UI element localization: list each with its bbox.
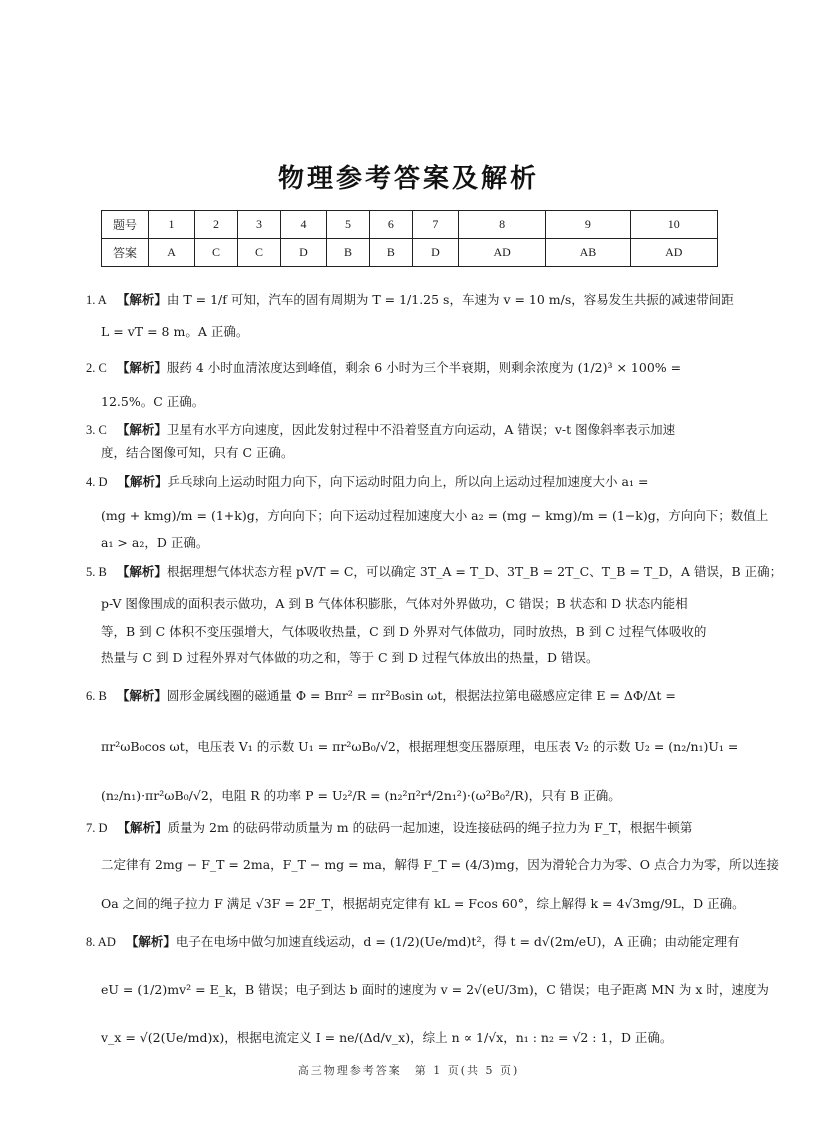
explanation-line: 热量与 C 到 D 过程外界对气体做的功之和，等于 C 到 D 过程气体放出的热量，D 错误。 bbox=[101, 650, 599, 665]
question-answer-id: 5. B bbox=[86, 565, 107, 579]
analysis-tag: 【解析】 bbox=[116, 564, 167, 579]
answer-cell: AD bbox=[458, 239, 545, 267]
explanation-line: 等，B 到 C 体积不变压强增大，气体吸收热量，C 到 D 外界对气体做功，同时放热，B 到 C 过程气体吸收的 bbox=[101, 624, 707, 639]
number-cell: 3 bbox=[238, 211, 281, 239]
explanation-text: 电子在电场中做匀加速直线运动，d = (1/2)(Ue/md)t²，得 t = d√(2m/eU)，A 正确；由动能定理有 bbox=[175, 934, 740, 949]
number-cell: 1 bbox=[149, 211, 195, 239]
answer-header-cell: 答案 bbox=[102, 239, 149, 267]
explanation-line bbox=[86, 932, 740, 950]
explanation-text: 服药 4 小时血清浓度达到峰值，剩余 6 小时为三个半衰期，则剩余浓度为 (1/2)³ × 100% = bbox=[166, 360, 682, 375]
explanation-line: 度，结合图像可知，只有 C 正确。 bbox=[101, 445, 294, 460]
explanation-line: (n₂/n₁)·πr²ωB₀/√2，电阻 R 的功率 P = U₂²/R = (n₂²π²r⁴/2n₁²)·(ω²B₀²/R)，只有 B 正确。 bbox=[101, 788, 621, 803]
page-title: 物理参考答案及解析 bbox=[277, 164, 539, 194]
question-answer-id: 6. B bbox=[86, 689, 107, 703]
number-cell: 4 bbox=[280, 211, 326, 239]
explanation-line: (mg + kmg)/m = (1+k)g，方向向下；向下运动过程加速度大小 a₂ = (mg − kmg)/m = (1−k)g，方向向下；数值上 bbox=[101, 508, 769, 523]
answer-cell: B bbox=[369, 239, 412, 267]
explanation-text: 圆形金属线圈的磁通量 Φ = Bπr² = πr²B₀sin ωt，根据法拉第电磁感应定律 E = ΔΦ/Δt = bbox=[166, 688, 676, 703]
number-cell: 10 bbox=[630, 211, 718, 239]
question-answer-id: 8. AD bbox=[86, 935, 116, 949]
question-answer-id: 3. C bbox=[86, 423, 107, 437]
answer-table bbox=[101, 210, 718, 267]
explanation-text: 卫星有水平方向速度，因此发射过程中不沿着竖直方向运动，A 错误；v-t 图像斜率表示加速 bbox=[166, 422, 676, 437]
explanation-line bbox=[86, 686, 726, 704]
number-cell: 5 bbox=[327, 211, 370, 239]
explanation-line bbox=[86, 358, 726, 376]
explanation-text: 由 T = 1/f 可知，汽车的固有周期为 T = 1/1.25 s，车速为 v = 10 m/s，容易发生共振的减速带间距 bbox=[166, 292, 734, 307]
explanation-line: v_x = √(2(Ue/md)x)，根据电流定义 I = ne/(Δd/v_x)，综上 n ∝ 1/√x，n₁ : n₂ = √2 : 1，D 正确。 bbox=[101, 1030, 673, 1045]
answer-cell: AD bbox=[630, 239, 718, 267]
explanation-line bbox=[86, 290, 734, 308]
analysis-tag: 【解析】 bbox=[116, 688, 167, 703]
question-answer-id: 1. A bbox=[86, 293, 107, 307]
number-cell: 6 bbox=[369, 211, 412, 239]
explanation-text: 质量为 2m 的砝码带动质量为 m 的砝码一起加速，设连接砝码的绳子拉力为 F_T，根据牛顿第 bbox=[167, 820, 693, 835]
explanation-line: a₁ > a₂，D 正确。 bbox=[101, 535, 209, 550]
explanation-line: p-V 图像围成的面积表示做功，A 到 B 气体体积膨胀，气体对外界做功，C 错误；B 状态和 D 状态内能相 bbox=[101, 596, 688, 611]
explanation-line bbox=[86, 472, 726, 490]
explanation-line: Oa 之间的绳子拉力 F 满足 √3F = 2F_T，根据胡克定律有 kL = Fcos 60°，综上解得 k = 4√3mg/9L，D 正确。 bbox=[101, 896, 745, 911]
answer-cell: C bbox=[195, 239, 238, 267]
question-answer-id: 7. D bbox=[86, 821, 108, 835]
analysis-tag: 【解析】 bbox=[117, 820, 168, 835]
explanation-line: 二定律有 2mg − F_T = 2ma，F_T − mg = ma，解得 F_T = (4/3)mg，因为滑轮合力为零、O 点合力为零，所以连接 bbox=[101, 857, 780, 872]
number-cell: 8 bbox=[458, 211, 545, 239]
answer-table-answer-row bbox=[102, 239, 718, 267]
number-cell: 9 bbox=[546, 211, 630, 239]
explanation-line bbox=[86, 818, 726, 836]
answer-cell: AB bbox=[546, 239, 630, 267]
explanation-line bbox=[86, 420, 726, 438]
question-answer-id: 2. C bbox=[86, 361, 107, 375]
number-cell: 7 bbox=[412, 211, 458, 239]
explanation-text: 乒乓球向上运动时阻力向下，向下运动时阻力向上，所以向上运动过程加速度大小 a₁ = bbox=[167, 474, 649, 489]
analysis-tag: 【解析】 bbox=[117, 474, 168, 489]
answer-cell: B bbox=[327, 239, 370, 267]
number-cell: 2 bbox=[195, 211, 238, 239]
number-header-cell: 题号 bbox=[102, 211, 149, 239]
explanation-line: 12.5%。C 正确。 bbox=[101, 394, 205, 409]
analysis-tag: 【解析】 bbox=[116, 360, 167, 375]
answer-cell: D bbox=[412, 239, 458, 267]
answer-cell: D bbox=[280, 239, 326, 267]
answer-cell: A bbox=[149, 239, 195, 267]
explanation-text: 根据理想气体状态方程 pV/T = C，可以确定 3T_A = T_D、3T_B = 2T_C、T_B = T_D，A 错误，B 正确； bbox=[166, 564, 783, 579]
explanation-line: L = vT = 8 m。A 正确。 bbox=[101, 324, 249, 339]
page-footer: 高三物理参考答案 第 1 页(共 5 页) bbox=[297, 1064, 520, 1077]
explanation-line: πr²ωB₀cos ωt，电压表 V₁ 的示数 U₁ = πr²ωB₀/√2，根据理想变压器原理，电压表 V₂ 的示数 U₂ = (n₂/n₁)U₁ = bbox=[101, 739, 739, 754]
answer-cell: C bbox=[238, 239, 281, 267]
explanation-line: eU = (1/2)mv² = E_k，B 错误；电子到达 b 面时的速度为 v = 2√(eU/3m)，C 错误；电子距离 MN 为 x 时，速度为 bbox=[101, 982, 769, 997]
explanation-line bbox=[86, 562, 783, 580]
analysis-tag: 【解析】 bbox=[116, 422, 167, 437]
analysis-tag: 【解析】 bbox=[116, 292, 167, 307]
question-answer-id: 4. D bbox=[86, 475, 108, 489]
answer-table-number-row bbox=[102, 211, 718, 239]
analysis-tag: 【解析】 bbox=[125, 934, 176, 949]
